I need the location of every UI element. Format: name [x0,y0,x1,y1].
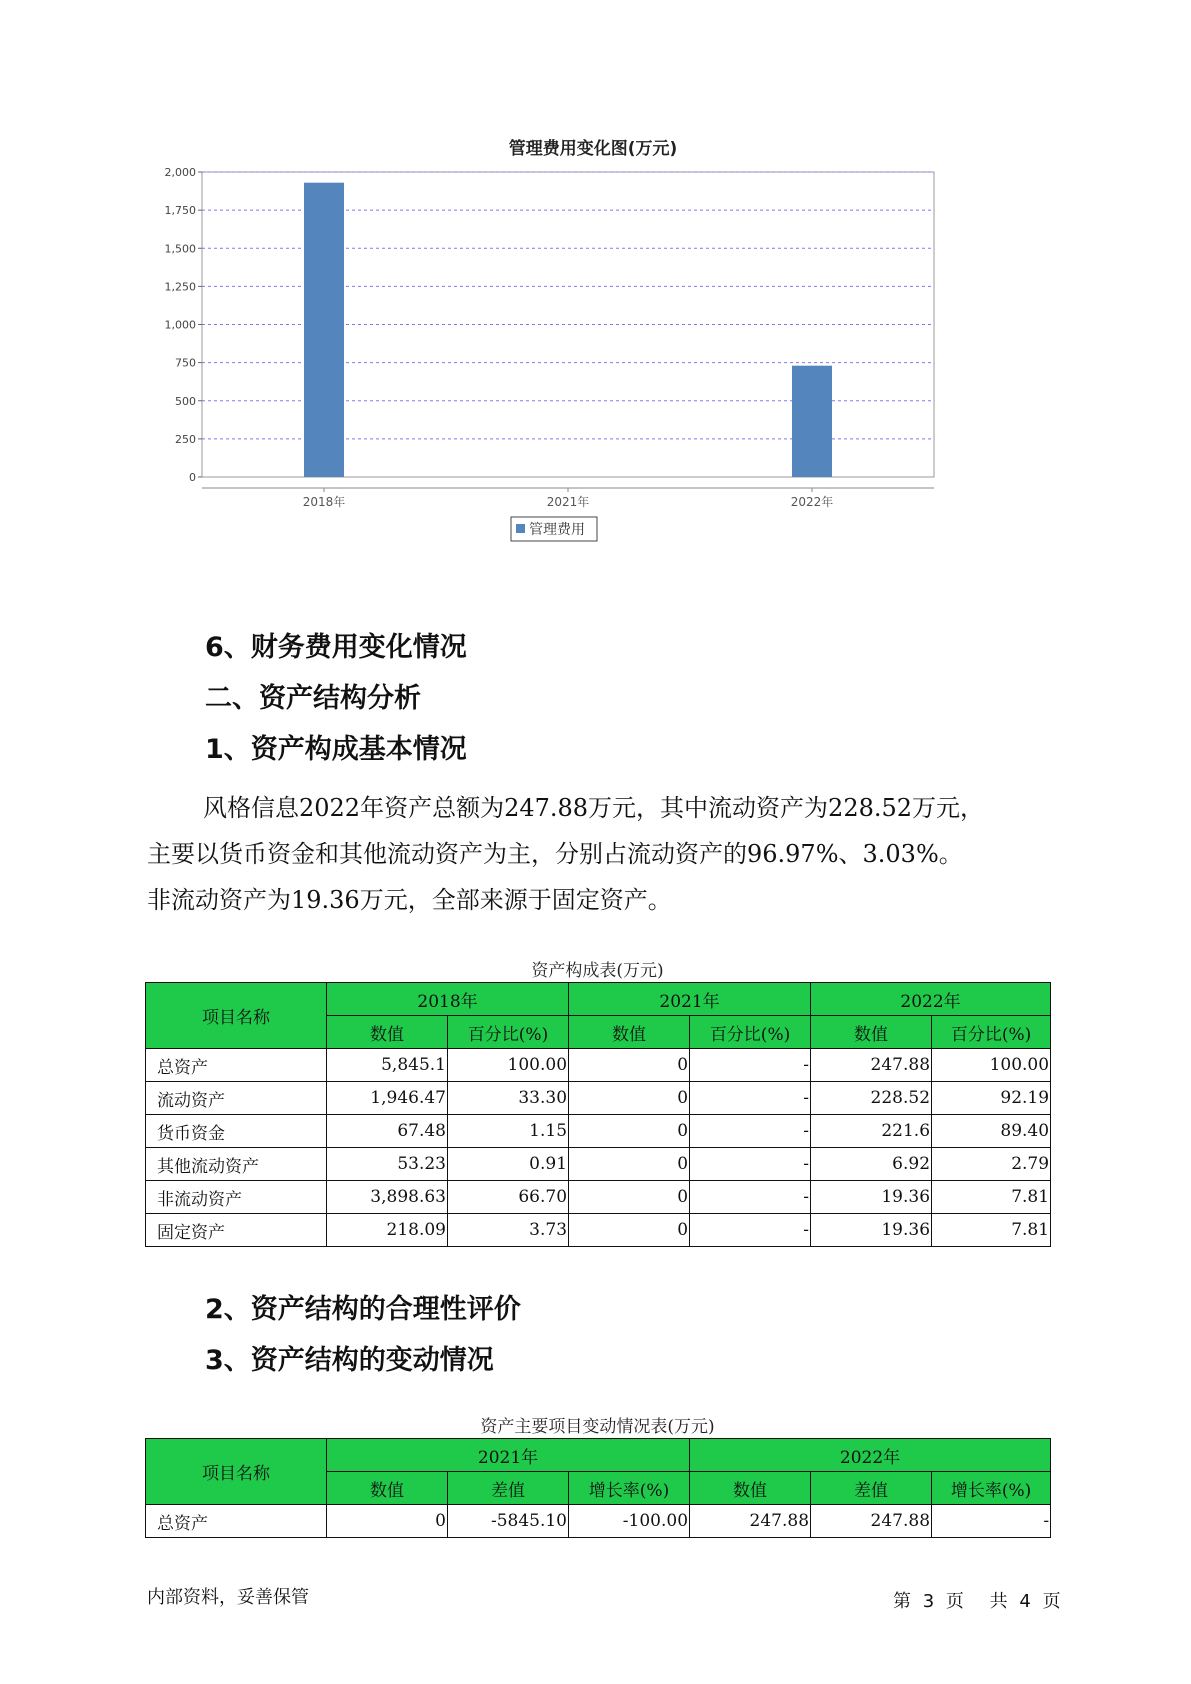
table1-sub-header: 百分比(%) [690,1016,811,1049]
value-cell: 228.52 [811,1082,932,1115]
value-cell: 19.36 [811,1181,932,1214]
row-name-cell: 其他流动资产 [146,1148,327,1181]
value-cell: 100.00 [932,1049,1051,1082]
table2-sub-header: 差值 [448,1472,569,1505]
table2-year-header: 2021年 [327,1439,690,1472]
table-row [146,1049,1051,1082]
value-cell: 7.81 [932,1181,1051,1214]
table1-title: 资产构成表(万元) [531,961,664,981]
row-name-cell: 流动资产 [146,1082,327,1115]
value-cell: - [690,1214,811,1247]
value-cell: 66.70 [448,1181,569,1214]
y-tick-label: 250 [175,432,196,446]
value-cell: 6.92 [811,1148,932,1181]
table1-year-header: 2021年 [569,983,811,1016]
table2-year-header: 2022年 [690,1439,1051,1472]
legend-swatch [516,524,525,533]
table1-sub-header: 百分比(%) [932,1016,1051,1049]
y-tick-label: 1,250 [164,280,196,294]
value-cell: 33.30 [448,1082,569,1115]
page-unit: 页 [945,1591,964,1612]
y-tick-label: 0 [189,471,196,484]
value-cell: 92.19 [932,1082,1051,1115]
value-cell: 0 [327,1505,448,1538]
total-unit: 页 [1042,1591,1061,1612]
row-name-cell: 非流动资产 [146,1181,327,1214]
value-cell: 247.88 [690,1505,811,1538]
value-cell: 247.88 [811,1505,932,1538]
paragraph-line-2: 主要以货币资金和其他流动资产为主，分别占流动资产的96.97%、3.03%。 [147,840,963,868]
y-tick-label: 500 [175,394,196,408]
table-row [146,1181,1051,1214]
table2-sub-header: 增长率(%) [569,1472,690,1505]
chart-title: 管理费用变化图(万元) [508,139,678,159]
value-cell: 2.79 [932,1148,1051,1181]
value-cell: - [690,1082,811,1115]
y-tick-label: 750 [175,356,196,370]
table2-sub-header: 数值 [327,1472,448,1505]
table2-sub-header: 增长率(%) [932,1472,1051,1505]
bar [792,366,832,477]
x-tick-label: 2018年 [302,495,346,509]
y-tick-label: 1,500 [164,242,196,256]
value-cell: - [690,1148,811,1181]
value-cell: 53.23 [327,1148,448,1181]
value-cell: 100.00 [448,1049,569,1082]
value-cell: 1,946.47 [327,1082,448,1115]
value-cell: 0 [569,1181,690,1214]
value-cell: 1.15 [448,1115,569,1148]
x-tick-label: 2021年 [546,495,590,509]
asset-summary-paragraph [147,785,1065,923]
value-cell: 247.88 [811,1049,932,1082]
row-name-cell: 货币资金 [146,1115,327,1148]
table1-sub-header: 百分比(%) [448,1016,569,1049]
value-cell: - [690,1181,811,1214]
table-row [146,1214,1051,1247]
value-cell: 221.6 [811,1115,932,1148]
value-cell: 67.48 [327,1115,448,1148]
heading-structure-change: 3、资产结构的变动情况 [205,1345,494,1376]
value-cell: 3,898.63 [327,1181,448,1214]
value-cell: - [932,1505,1051,1538]
management-expense-chart [150,135,1030,595]
value-cell: 0 [569,1214,690,1247]
table2-sub-header: 数值 [690,1472,811,1505]
table2-title: 资产主要项目变动情况表(万元) [480,1417,715,1437]
value-cell: 0 [569,1148,690,1181]
page-current: 3 [922,1591,935,1612]
page-prefix: 第 [893,1591,911,1612]
table-row [146,1505,1051,1538]
table-row [146,1115,1051,1148]
heading-finance-expense: 6、财务费用变化情况 [205,632,467,663]
y-tick-label: 1,750 [164,204,196,218]
heading-structure-evaluation: 2、资产结构的合理性评价 [205,1294,521,1325]
footer-page-number [893,1587,1067,1613]
value-cell: -100.00 [569,1505,690,1538]
table1-year-header: 2018年 [327,983,569,1016]
paragraph-line-1: 风格信息2022年资产总额为247.88万元，其中流动资产为228.52万元， [203,794,985,822]
table2-sub-header: 差值 [811,1472,932,1505]
heading-asset-structure: 二、资产结构分析 [205,683,421,714]
value-cell: - [690,1115,811,1148]
table1-name-header: 项目名称 [146,983,327,1049]
value-cell: 7.81 [932,1214,1051,1247]
heading-asset-composition: 1、资产构成基本情况 [205,734,467,765]
value-cell: 0 [569,1049,690,1082]
value-cell: 3.73 [448,1214,569,1247]
table1-sub-header: 数值 [327,1016,448,1049]
row-name-cell: 固定资产 [146,1214,327,1247]
table1-sub-header: 数值 [811,1016,932,1049]
value-cell: - [690,1049,811,1082]
bar [304,183,344,477]
value-cell: -5845.10 [448,1505,569,1538]
table-row [146,1082,1051,1115]
page-total: 4 [1019,1591,1031,1612]
legend-label: 管理费用 [529,522,585,538]
value-cell: 218.09 [327,1214,448,1247]
footer-confidential-note: 内部资料，妥善保管 [147,1587,309,1608]
row-name-cell: 总资产 [146,1049,327,1082]
value-cell: 0.91 [448,1148,569,1181]
value-cell: 19.36 [811,1214,932,1247]
table1-year-header: 2022年 [811,983,1051,1016]
value-cell: 0 [569,1115,690,1148]
row-name-cell: 总资产 [146,1505,327,1538]
asset-composition-table [145,982,1051,1247]
table-row [146,1148,1051,1181]
value-cell: 89.40 [932,1115,1051,1148]
paragraph-line-3: 非流动资产为19.36万元，全部来源于固定资产。 [147,886,672,914]
asset-change-table [145,1438,1051,1538]
chart-svg [150,135,1030,595]
table2-name-header: 项目名称 [146,1439,327,1505]
value-cell: 5,845.1 [327,1049,448,1082]
y-tick-label: 2,000 [164,166,196,179]
total-prefix: 共 [989,1591,1008,1612]
value-cell: 0 [569,1082,690,1115]
table1-sub-header: 数值 [569,1016,690,1049]
x-tick-label: 2022年 [790,495,834,509]
y-tick-label: 1,000 [164,318,196,332]
